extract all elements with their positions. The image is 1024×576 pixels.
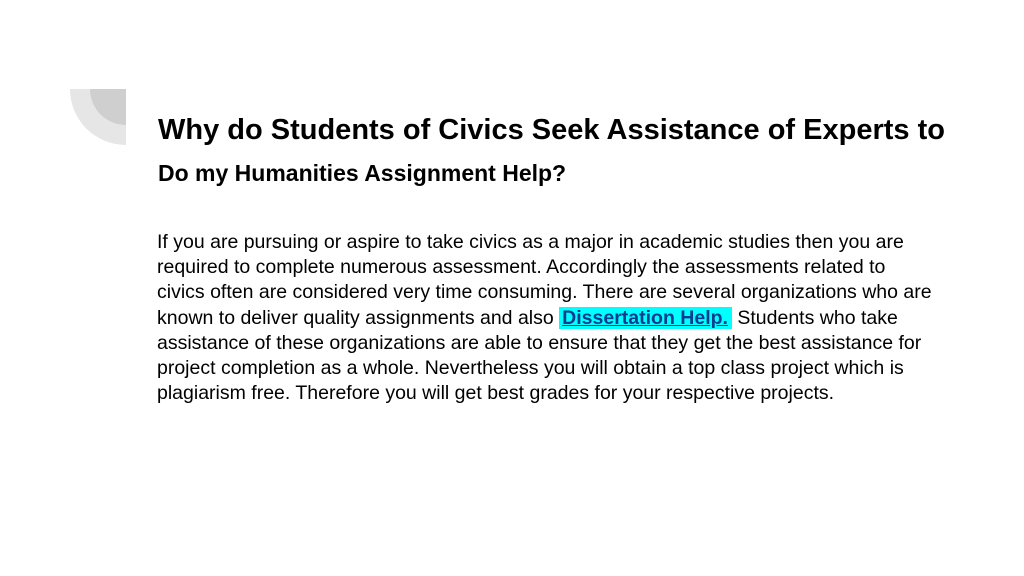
body-text-after-link: Students who take assistance of these organizations are able to ensure that they get the best assistance for project completion as a whole. Nevertheless you will obtain a top class project which is plagiarism free. Therefore you will get best grades for your respective projects.: [157, 306, 922, 405]
body-text-before-link: If you are pursuing or aspire to take civics as a major in academic studies then you are required to complete numerous assessment. Accordingly the assessments related to civics often are considered very time consuming. There are several organizations who are known to deliver quality assignments and also: [157, 231, 932, 329]
dissertation-help-link[interactable]: Dissertation Help.: [559, 307, 732, 329]
slide-title: [158, 108, 958, 193]
slide-title-main: Why do Students of Civics Seek Assistance of Experts to: [158, 114, 945, 146]
corner-arc-decoration: [70, 89, 126, 145]
body-paragraph: [157, 230, 937, 406]
slide-title-sub: Do my Humanities Assignment Help?: [158, 160, 567, 186]
